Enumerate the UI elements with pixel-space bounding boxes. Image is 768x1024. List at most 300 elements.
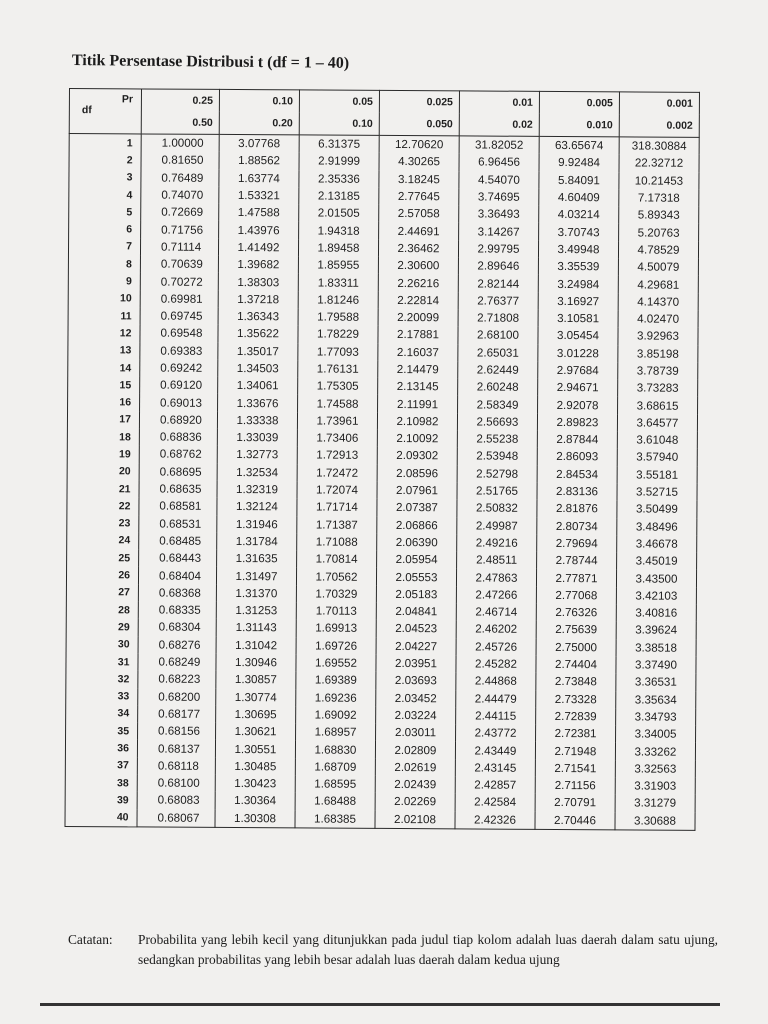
t-value-cell: 2.43449 [455, 742, 535, 760]
t-value-cell: 0.68404 [138, 567, 216, 585]
t-value-cell: 1.73961 [297, 412, 377, 430]
t-value-cell: 1.30423 [215, 775, 295, 793]
t-value-cell: 2.03951 [376, 655, 456, 673]
t-value-cell: 1.71387 [297, 516, 377, 534]
t-value-cell: 3.24984 [538, 275, 618, 293]
t-value-cell: 2.99795 [458, 240, 538, 258]
t-value-cell: 1.79588 [298, 308, 378, 326]
t-value-cell: 2.83136 [537, 483, 617, 501]
t-value-cell: 1.31253 [216, 602, 296, 620]
t-value-cell: 2.75639 [536, 621, 616, 639]
t-value-cell: 3.10581 [538, 310, 618, 328]
df-cell: 3 [69, 169, 141, 187]
t-value-cell: 1.31497 [216, 567, 296, 585]
t-value-cell: 3.43500 [616, 570, 696, 588]
df-cell: 12 [68, 324, 140, 342]
df-cell: 33 [66, 687, 138, 705]
t-value-cell: 0.69383 [140, 342, 218, 360]
t-value-cell: 1.30621 [216, 723, 296, 741]
table-header [69, 89, 699, 138]
t-value-cell: 2.77645 [379, 188, 459, 206]
t-value-cell: 0.74070 [141, 186, 219, 204]
df-cell: 1 [69, 134, 141, 152]
document-title: Titik Persentase Distribusi t (df = 1 – 40) [71, 52, 350, 72]
t-value-cell: 2.52798 [457, 465, 537, 483]
header-two-tail-prob: 0.10 [299, 112, 379, 135]
t-value-cell: 2.06390 [377, 534, 457, 552]
t-value-cell: 4.14370 [618, 293, 698, 311]
t-value-cell: 2.73328 [536, 690, 616, 708]
footnote-label: Catatan: [68, 932, 113, 947]
t-value-cell: 3.49948 [538, 241, 618, 259]
header-one-tail-prob: 0.05 [299, 90, 379, 113]
t-value-cell: 2.22814 [378, 292, 458, 310]
t-value-cell: 318.30884 [619, 137, 699, 155]
t-value-cell: 1.71714 [297, 499, 377, 517]
t-value-cell: 2.53948 [457, 448, 537, 466]
bottom-rule [40, 1003, 720, 1006]
t-value-cell: 0.68695 [139, 463, 217, 481]
t-value-cell: 1.53321 [219, 187, 299, 205]
t-value-cell: 2.03011 [376, 724, 456, 742]
t-value-cell: 1.72074 [297, 481, 377, 499]
t-value-cell: 2.02809 [375, 741, 455, 759]
t-value-cell: 0.68581 [139, 498, 217, 516]
t-value-cell: 0.68531 [139, 515, 217, 533]
t-value-cell: 5.89343 [619, 207, 699, 225]
df-cell: 32 [66, 670, 138, 688]
t-value-cell: 4.02470 [618, 310, 698, 328]
t-value-cell: 3.32563 [615, 760, 695, 778]
t-value-cell: 1.78229 [298, 326, 378, 344]
t-value-cell: 2.10982 [377, 413, 457, 431]
t-value-cell: 3.64577 [617, 414, 697, 432]
t-value-cell: 0.69120 [140, 377, 218, 395]
t-value-cell: 2.42326 [455, 811, 535, 829]
t-value-cell: 2.76326 [536, 604, 616, 622]
t-value-cell: 2.06866 [377, 516, 457, 534]
df-cell: 15 [68, 376, 140, 394]
t-value-cell: 0.68920 [139, 411, 217, 429]
header-two-tail-prob: 0.02 [459, 113, 539, 136]
t-value-cell: 2.51765 [457, 482, 537, 500]
t-value-cell: 2.74404 [536, 656, 616, 674]
t-value-cell: 2.62449 [458, 361, 538, 379]
t-value-cell: 2.08596 [377, 465, 457, 483]
t-value-cell: 2.89823 [537, 414, 617, 432]
t-value-cell: 0.68156 [138, 723, 216, 741]
t-value-cell: 2.44691 [379, 222, 459, 240]
t-value-cell: 2.45726 [456, 638, 536, 656]
t-value-cell: 7.17318 [619, 189, 699, 207]
t-value-cell: 0.68368 [138, 584, 216, 602]
t-value-cell: 2.35336 [299, 170, 379, 188]
t-value-cell: 0.68137 [137, 740, 215, 758]
df-cell: 5 [69, 203, 141, 221]
t-value-cell: 1.30946 [216, 654, 296, 672]
t-value-cell: 0.81650 [141, 152, 219, 170]
t-value-cell: 2.05954 [377, 551, 457, 569]
t-value-cell: 2.10092 [377, 430, 457, 448]
t-value-cell: 2.42584 [455, 794, 535, 812]
t-value-cell: 0.69745 [140, 307, 218, 325]
header-one-tail-prob: 0.001 [619, 92, 699, 115]
t-value-cell: 1.39682 [218, 256, 298, 274]
t-value-cell: 2.70446 [535, 811, 615, 829]
t-value-cell: 0.68304 [138, 619, 216, 637]
t-value-cell: 1.34503 [218, 360, 298, 378]
t-value-cell: 1.30308 [215, 809, 295, 827]
t-value-cell: 1.70329 [296, 585, 376, 603]
t-value-cell: 1.85955 [298, 256, 378, 274]
t-value-cell: 3.35539 [538, 258, 618, 276]
t-value-cell: 0.69013 [140, 394, 218, 412]
t-value-cell: 2.72381 [536, 725, 616, 743]
t-distribution-table [64, 88, 700, 831]
t-value-cell: 3.42103 [616, 587, 696, 605]
t-value-cell: 3.38518 [616, 639, 696, 657]
t-value-cell: 3.35634 [616, 691, 696, 709]
df-cell: 28 [66, 601, 138, 619]
t-value-cell: 0.68223 [138, 671, 216, 689]
t-value-cell: 3.73283 [618, 380, 698, 398]
df-cell: 11 [68, 307, 140, 325]
t-value-cell: 9.92484 [539, 154, 619, 172]
t-value-cell: 0.71756 [141, 221, 219, 239]
t-value-cell: 2.49987 [457, 517, 537, 535]
t-value-cell: 1.73406 [297, 429, 377, 447]
df-cell: 30 [66, 636, 138, 654]
t-value-cell: 3.34793 [616, 708, 696, 726]
t-value-cell: 4.29681 [618, 276, 698, 294]
df-cell: 20 [67, 463, 139, 481]
t-value-cell: 0.68335 [138, 601, 216, 619]
t-value-cell: 0.72669 [141, 204, 219, 222]
t-value-cell: 3.40816 [616, 604, 696, 622]
t-value-cell: 3.74695 [459, 188, 539, 206]
t-value-cell: 0.68836 [139, 428, 217, 446]
t-value-cell: 2.77068 [536, 587, 616, 605]
t-value-cell: 2.11991 [378, 395, 458, 413]
t-value-cell: 2.43145 [455, 759, 535, 777]
t-value-cell: 1.69092 [296, 706, 376, 724]
t-value-cell: 2.84534 [537, 466, 617, 484]
t-value-cell: 2.75000 [536, 638, 616, 656]
t-value-cell: 2.49216 [457, 534, 537, 552]
df-cell: 36 [65, 739, 137, 757]
t-value-cell: 3.31279 [615, 795, 695, 813]
t-value-cell: 0.68100 [137, 774, 215, 792]
t-value-cell: 10.21453 [619, 172, 699, 190]
df-cell: 16 [68, 393, 140, 411]
t-value-cell: 0.68177 [138, 705, 216, 723]
t-value-cell: 1.76131 [298, 360, 378, 378]
header-two-tail-prob: 0.20 [219, 112, 299, 135]
t-value-cell: 3.33262 [615, 743, 695, 761]
df-cell: 25 [67, 549, 139, 567]
t-value-cell: 0.69242 [140, 359, 218, 377]
t-value-cell: 2.78744 [537, 552, 617, 570]
t-value-cell: 1.35017 [218, 342, 298, 360]
table-row [65, 809, 695, 831]
t-value-cell: 0.68443 [139, 550, 217, 568]
t-value-cell: 1.70113 [296, 602, 376, 620]
t-value-cell: 3.31903 [615, 777, 695, 795]
df-cell: 14 [68, 359, 140, 377]
t-value-cell: 1.69913 [296, 620, 376, 638]
t-value-cell: 31.82052 [459, 136, 539, 154]
t-value-cell: 1.74588 [298, 395, 378, 413]
t-value-cell: 4.54070 [459, 171, 539, 189]
t-value-cell: 0.68635 [139, 480, 217, 498]
t-value-cell: 0.68485 [139, 532, 217, 550]
t-value-cell: 2.13145 [378, 378, 458, 396]
t-value-cell: 3.05454 [538, 327, 618, 345]
t-value-cell: 0.68276 [138, 636, 216, 654]
t-value-cell: 1.37218 [218, 291, 298, 309]
df-cell: 10 [68, 290, 140, 308]
t-value-cell: 0.68200 [138, 688, 216, 706]
t-value-cell: 3.30688 [615, 812, 695, 830]
t-value-cell: 1.38303 [218, 273, 298, 291]
t-value-cell: 0.68118 [137, 757, 215, 775]
t-value-cell: 0.68762 [139, 446, 217, 464]
t-value-cell: 2.14479 [378, 361, 458, 379]
t-value-cell: 1.30485 [215, 758, 295, 776]
t-value-cell: 2.04841 [376, 603, 456, 621]
df-cell: 4 [69, 186, 141, 204]
t-value-cell: 0.68083 [137, 792, 215, 810]
df-cell: 17 [67, 411, 139, 429]
t-value-cell: 2.58349 [458, 396, 538, 414]
t-value-cell: 2.71156 [535, 777, 615, 795]
t-value-cell: 2.48511 [457, 552, 537, 570]
t-value-cell: 1.88562 [219, 152, 299, 170]
df-cell: 7 [68, 238, 140, 256]
t-value-cell: 3.55181 [617, 466, 697, 484]
t-value-cell: 3.36493 [459, 206, 539, 224]
df-cell: 40 [65, 809, 137, 827]
t-value-cell: 2.46202 [456, 621, 536, 639]
df-cell: 22 [67, 497, 139, 515]
t-value-cell: 2.44479 [456, 690, 536, 708]
t-value-cell: 1.94318 [299, 222, 379, 240]
table-body [65, 134, 699, 831]
t-value-cell: 1.68488 [295, 793, 375, 811]
df-cell: 19 [67, 445, 139, 463]
header-two-tail-prob: 0.050 [379, 113, 459, 136]
t-value-cell: 1.69726 [296, 637, 376, 655]
t-value-cell: 1.30774 [216, 688, 296, 706]
t-value-cell: 2.09302 [377, 447, 457, 465]
t-value-cell: 2.76377 [458, 292, 538, 310]
t-value-cell: 2.30600 [378, 257, 458, 275]
t-value-cell: 2.07387 [377, 499, 457, 517]
t-value-cell: 3.18245 [379, 170, 459, 188]
t-value-cell: 2.01505 [299, 205, 379, 223]
t-value-cell: 2.16037 [378, 343, 458, 361]
t-value-cell: 1.36343 [218, 308, 298, 326]
t-value-cell: 3.48496 [617, 518, 697, 536]
df-cell: 13 [68, 342, 140, 360]
t-value-cell: 22.32712 [619, 155, 699, 173]
t-value-cell: 2.71808 [458, 309, 538, 327]
df-cell: 18 [67, 428, 139, 446]
t-value-cell: 3.14267 [459, 223, 539, 241]
t-value-cell: 2.02269 [375, 793, 455, 811]
df-cell: 9 [68, 272, 140, 290]
t-value-cell: 2.97684 [538, 362, 618, 380]
t-value-cell: 2.94671 [538, 379, 618, 397]
pr-label: Pr [121, 93, 133, 106]
t-value-cell: 1.68595 [295, 775, 375, 793]
t-value-cell: 3.39624 [616, 622, 696, 640]
t-value-cell: 1.31784 [217, 533, 297, 551]
t-distribution-table-container [64, 88, 699, 831]
t-value-cell: 1.31946 [217, 515, 297, 533]
t-value-cell: 3.37490 [616, 656, 696, 674]
t-value-cell: 2.03452 [376, 689, 456, 707]
t-value-cell: 1.89458 [298, 239, 378, 257]
t-value-cell: 3.92963 [618, 328, 698, 346]
t-value-cell: 2.47266 [456, 586, 536, 604]
t-value-cell: 0.69981 [140, 290, 218, 308]
t-value-cell: 1.31370 [216, 585, 296, 603]
t-value-cell: 2.68100 [458, 327, 538, 345]
t-value-cell: 2.03693 [376, 672, 456, 690]
t-value-cell: 3.36531 [616, 674, 696, 692]
t-value-cell: 3.52715 [617, 483, 697, 501]
t-value-cell: 2.82144 [458, 275, 538, 293]
df-cell: 23 [67, 515, 139, 533]
t-value-cell: 1.68957 [296, 723, 376, 741]
t-value-cell: 1.32534 [217, 464, 297, 482]
t-value-cell: 2.44868 [456, 673, 536, 691]
t-value-cell: 2.92078 [538, 396, 618, 414]
t-value-cell: 1.72913 [297, 447, 377, 465]
t-value-cell: 1.68385 [295, 810, 375, 828]
t-value-cell: 2.77871 [536, 569, 616, 587]
t-value-cell: 2.86093 [537, 448, 617, 466]
t-value-cell: 1.68830 [295, 741, 375, 759]
df-cell: 35 [66, 722, 138, 740]
t-value-cell: 0.68067 [137, 809, 215, 827]
t-value-cell: 2.03224 [376, 707, 456, 725]
df-cell: 34 [66, 705, 138, 723]
t-value-cell: 2.05183 [376, 586, 456, 604]
t-value-cell: 1.63774 [219, 170, 299, 188]
t-value-cell: 1.72472 [297, 464, 377, 482]
footnote-text: Probabilita yang lebih kecil yang ditunjukkan pada judul tiap kolom adalah luas daerah dalam satu ujung, sedangkan probabilitas yang lebih besar adalah luas daerah dalam kedua ujung [138, 932, 718, 967]
t-value-cell: 2.02108 [375, 810, 455, 828]
header-one-tail-prob: 0.025 [379, 90, 459, 113]
t-value-cell: 2.07961 [377, 482, 457, 500]
t-value-cell: 2.71948 [535, 742, 615, 760]
t-value-cell: 3.34005 [616, 725, 696, 743]
df-cell: 21 [67, 480, 139, 498]
header-one-tail-prob: 0.005 [539, 91, 619, 114]
df-cell: 39 [65, 791, 137, 809]
t-value-cell: 3.07768 [219, 134, 299, 152]
t-value-cell: 1.31042 [216, 637, 296, 655]
t-value-cell: 0.69548 [140, 325, 218, 343]
t-value-cell: 1.31635 [217, 550, 297, 568]
t-value-cell: 4.03214 [539, 206, 619, 224]
t-value-cell: 3.57940 [617, 449, 697, 467]
t-value-cell: 2.46714 [456, 603, 536, 621]
t-value-cell: 2.45282 [456, 655, 536, 673]
header-two-tail-prob: 0.50 [141, 111, 219, 134]
df-cell: 8 [68, 255, 140, 273]
t-value-cell: 2.72839 [536, 708, 616, 726]
t-value-cell: 2.04523 [376, 620, 456, 638]
header-two-tail-prob: 0.010 [539, 114, 619, 137]
t-value-cell: 1.68709 [295, 758, 375, 776]
t-value-cell: 1.41492 [218, 239, 298, 257]
t-value-cell: 5.20763 [619, 224, 699, 242]
t-value-cell: 1.30364 [215, 792, 295, 810]
t-value-cell: 2.56693 [457, 413, 537, 431]
df-cell: 31 [66, 653, 138, 671]
header-two-tail-prob: 0.002 [619, 114, 699, 137]
t-value-cell: 0.71114 [140, 238, 218, 256]
df-cell: 38 [65, 774, 137, 792]
t-value-cell: 4.60409 [539, 189, 619, 207]
t-value-cell: 1.47588 [219, 204, 299, 222]
t-value-cell: 3.46678 [617, 535, 697, 553]
t-value-cell: 2.47863 [456, 569, 536, 587]
t-value-cell: 1.69389 [296, 672, 376, 690]
t-value-cell: 2.79694 [537, 535, 617, 553]
t-value-cell: 1.34061 [218, 377, 298, 395]
t-value-cell: 2.55238 [457, 430, 537, 448]
df-cell: 2 [69, 151, 141, 169]
t-value-cell: 1.31143 [216, 619, 296, 637]
t-value-cell: 2.17881 [378, 326, 458, 344]
t-value-cell: 2.91999 [299, 153, 379, 171]
t-value-cell: 3.45019 [617, 552, 697, 570]
df-label: df [81, 104, 92, 117]
t-value-cell: 2.42857 [455, 776, 535, 794]
t-value-cell: 0.76489 [141, 169, 219, 187]
t-value-cell: 4.78529 [618, 241, 698, 259]
footnote [68, 930, 718, 970]
df-cell: 27 [66, 584, 138, 602]
t-value-cell: 4.50079 [618, 258, 698, 276]
t-value-cell: 2.05553 [376, 568, 456, 586]
t-value-cell: 1.32319 [217, 481, 297, 499]
t-value-cell: 2.50832 [457, 500, 537, 518]
t-value-cell: 1.69236 [296, 689, 376, 707]
t-value-cell: 1.33676 [218, 394, 298, 412]
t-value-cell: 3.85198 [618, 345, 698, 363]
header-one-tail-prob: 0.01 [459, 91, 539, 114]
t-value-cell: 4.30265 [379, 153, 459, 171]
t-value-cell: 2.43772 [456, 724, 536, 742]
df-cell: 37 [65, 757, 137, 775]
t-value-cell: 5.84091 [539, 171, 619, 189]
t-value-cell: 3.68615 [618, 397, 698, 415]
t-value-cell: 3.01228 [538, 344, 618, 362]
t-value-cell: 2.57058 [379, 205, 459, 223]
df-cell: 24 [67, 532, 139, 550]
t-value-cell: 3.16927 [538, 293, 618, 311]
t-value-cell: 2.60248 [458, 379, 538, 397]
t-value-cell: 2.80734 [537, 517, 617, 535]
df-cell: 29 [66, 618, 138, 636]
t-value-cell: 12.70620 [379, 135, 459, 153]
t-value-cell: 6.96456 [459, 154, 539, 172]
